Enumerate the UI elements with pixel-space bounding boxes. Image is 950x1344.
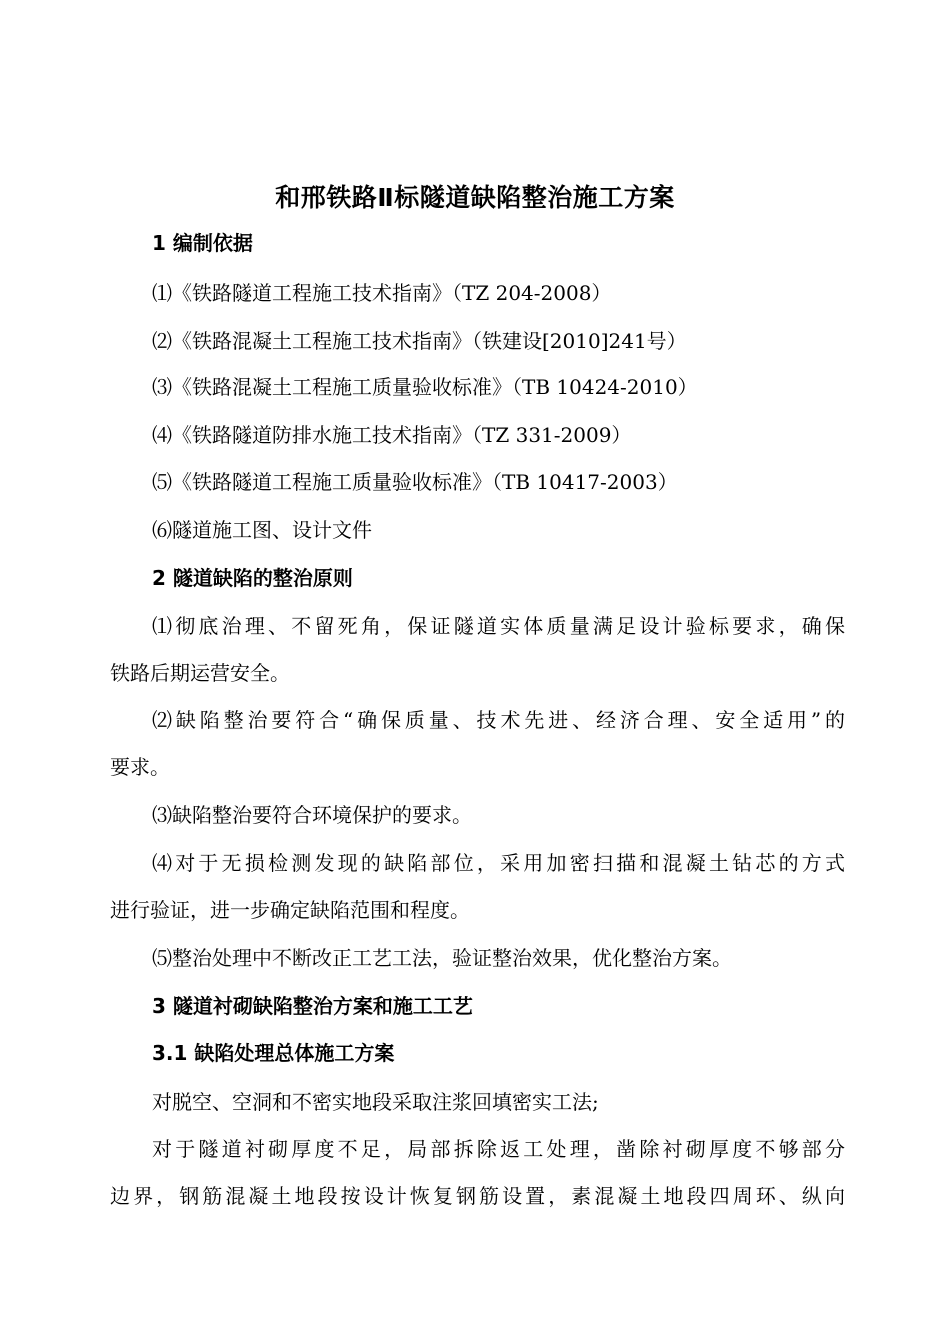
reference-item-2: ⑵《铁路混凝土工程施工技术指南》（铁建设[2010]241号） [152, 329, 687, 353]
principle-4-line-1: ⑷对于无损检测发现的缺陷部位，采用加密扫描和混凝土钻芯的方式 [152, 851, 845, 875]
reference-item-3: ⑶《铁路混凝土工程施工质量验收标准》（TB 10424-2010） [152, 375, 698, 399]
principle-1-line-1: ⑴彻底治理、不留死角，保证隧道实体质量满足设计验标要求，确保 [152, 614, 845, 638]
reference-item-6: ⑹隧道施工图、设计文件 [152, 518, 372, 542]
section-2-heading: 2 隧道缺陷的整治原则 [152, 566, 353, 590]
section-3-1-paragraph-2-line-1: 对于隧道衬砌厚度不足，局部拆除返工处理，凿除衬砌厚度不够部分 [152, 1137, 845, 1161]
reference-item-4: ⑷《铁路隧道防排水施工技术指南》（TZ 331-2009） [152, 423, 632, 447]
reference-item-1: ⑴《铁路隧道工程施工技术指南》（TZ 204-2008） [152, 281, 612, 305]
document-title: 和邢铁路Ⅱ标隧道缺陷整治施工方案 [275, 183, 675, 212]
section-3-heading: 3 隧道衬砌缺陷整治方案和施工工艺 [152, 994, 473, 1018]
section-3-1-paragraph-1: 对脱空、空洞和不密实地段采取注浆回填密实工法; [152, 1090, 599, 1114]
reference-item-5: ⑸《铁路隧道工程施工质量验收标准》（TB 10417-2003） [152, 470, 678, 494]
principle-1-line-2: 铁路后期运营安全。 [110, 661, 290, 685]
principle-5: ⑸整治处理中不断改正工艺工法，验证整治效果，优化整治方案。 [152, 946, 732, 970]
section-3-1-paragraph-2-line-2: 边界，钢筋混凝土地段按设计恢复钢筋设置，素混凝土地段四周环、纵向 [110, 1184, 845, 1208]
principle-2-line-2: 要求。 [110, 755, 170, 779]
section-3-1-heading: 3.1 缺陷处理总体施工方案 [152, 1041, 395, 1065]
section-1-heading: 1 编制依据 [152, 231, 253, 255]
principle-3: ⑶缺陷整治要符合环境保护的要求。 [152, 803, 472, 827]
principle-2-line-1: ⑵缺陷整治要符合“确保质量、技术先进、经济合理、安全适用”的 [152, 708, 845, 732]
principle-4-line-2: 进行验证，进一步确定缺陷范围和程度。 [110, 898, 470, 922]
